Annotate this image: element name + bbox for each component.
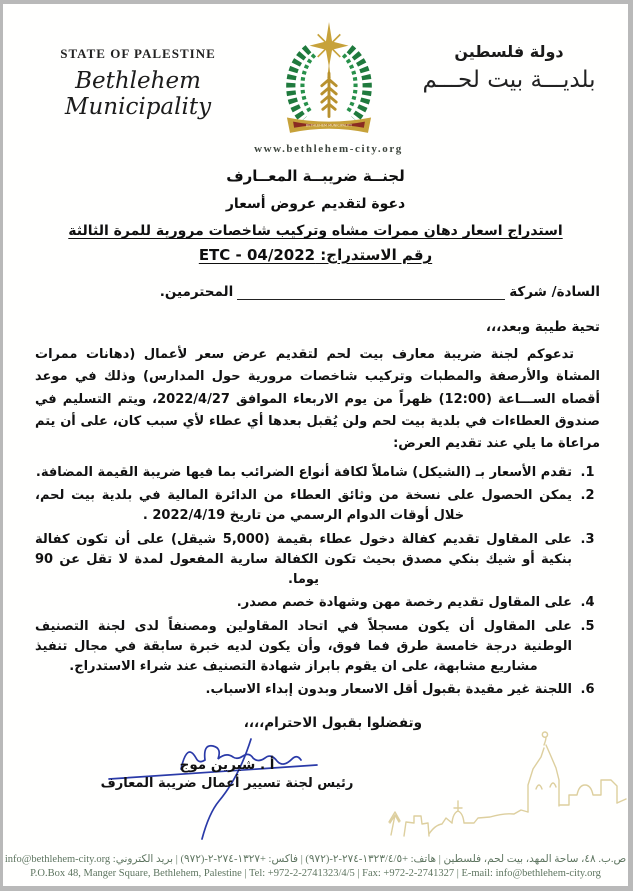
company-name-blank [237,284,505,300]
footer-english-line: P.O.Box 48, Manger Square, Bethlehem, Palestine | Tel: +972-2-2741323/4/5 | Fax: +972-2-2741327 | E-mail: info@bethlehem-city.org [30,868,601,879]
footer-tel-ar: ١٣٢٣/٤/٥-٢٧٤-٢-(٩٧٢)+ [305,854,409,865]
footer-fax-label-ar: | فاكس: [265,854,303,865]
invitation-paragraph: تدعوكم لجنة ضريبة معارف بيت لحم لتقديم عرض سعر لأعمال (دهانات ممرات المشاة والأرصفة والمطبات وتركيب شاخصات مرورية حول المدارس) وذلك في موعد أقصاه الســـاعة (12:00) ظهراً من يوم الاربعاء الموافق 2022/4/27، ويتم التسليم في صندوق العطاءات في بلدية بيت لحم ولن يُقبل بعدها أي عطاء لأي سبب كان، على أن يتم مراعاة ما يلي عند تقديم العرض: [35,347,600,452]
municipality-logo [267,20,391,138]
committee-title: لجنــة ضريبــة المعــارف [226,167,405,185]
document-page [3,4,628,886]
condition-item-4: 4. على المقاول تقديم رخصة مهن وشهادة خصم مصدر. [35,593,576,613]
condition-item-2: 2. يمكن الحصول على نسخة من وثائق العطاء من الدائرة المالية في بلدية بيت لحم، خلال أوقات الدوام الرسمي من تاريخ 2022/4/19 . [35,486,576,527]
condition-item-3: 3. على المقاول تقديم كفالة دخول عطاء بقيمة (5,000 شيقل) على أن تكون كفالة بنكية أو شيك بنكي مصدق بحيث تكون الكفالة سارية المفعول لمدة لا تقل عن 90 يوما. [35,530,576,591]
invitation-title: دعوة لتقديم عروض أسعار [225,196,406,212]
tender-subject-title: استدراج اسعار دهان ممرات مشاه وتركيب شاخصات مرورية للمرة الثالثة [68,223,563,239]
footer-address-ar: ص.ب. ٤٨، ساحة المهد، بيت لحم، فلسطين [443,854,627,865]
signatory-name: أ . شيرين موج [179,756,275,773]
municipality-name-english: Bethlehem Municipality [64,68,212,120]
footer-arabic-line [3,853,628,865]
bethlehem-skyline-watermark [388,683,628,848]
condition-item-6: 6. اللجنة غير مقيدة بقبول أقل الاسعار وبدون إبداء الاسباب. [35,680,576,700]
website-url: www.bethlehem-city.org [254,143,403,155]
condition-item-5: 5. على المقاول أن يكون مسجلاً في اتحاد المقاولين ومصنفاً لدى لجنة التصنيف الوطنية درجة خامسة طرق فما فوق، وأن يكون لديه خبرة سابقة في مجال تنفيذ مشاريع مشابهة، على ان يقوم بابراز شهادة التصنيف عند شراء الاستدراج. [35,617,576,678]
state-of-palestine-label: STATE OF PALESTINE [60,46,216,61]
salutation: تحية طيبة وبعد،،، [485,319,600,335]
state-of-palestine-arabic: دولة فلسطين [454,42,564,61]
page-footer [3,853,628,879]
letterhead-arabic [414,42,604,93]
footer-fax-ar: ١٣٢٧-٢٧٤-٢-(٩٧٢)+ [180,854,266,865]
addressee-prefix: السادة/ شركة [509,284,600,300]
municipality-name-arabic: بلديـــة بيت لحـــم [422,67,596,93]
addressee-line [35,284,600,300]
letterhead [3,4,628,155]
conditions-list [35,463,600,701]
ribbon-text: BETHLEHEM MUNICIPALITY [305,123,352,128]
footer-email: info@bethlehem-city.org [4,854,111,865]
handwritten-signature [89,733,357,853]
tender-reference-number: رقم الاستدراج: ETC - 04/2022 [198,246,433,264]
letterhead-english [33,46,243,120]
addressee-suffix: المحترمين. [159,284,234,300]
signatory-title: رئيس لجنة تسيير أعمال ضريبة المعارف [100,775,354,791]
footer-email-label-ar: | بريد الكتروني: [110,854,178,865]
wheat-icon [321,73,335,116]
ribbon-banner [286,117,370,132]
logo-block [254,20,404,155]
closing-phrase: وتفضلوا بقبول الاحترام،،،، [243,714,422,731]
condition-item-1: 1. تقدم الأسعار بـ (الشيكل) شاملاً لكافة أنواع الضرائب بما فيها ضريبة القيمة المضافة. [35,463,576,483]
footer-tel-label-ar: | هاتف: [408,854,441,865]
signature-block [97,757,357,791]
